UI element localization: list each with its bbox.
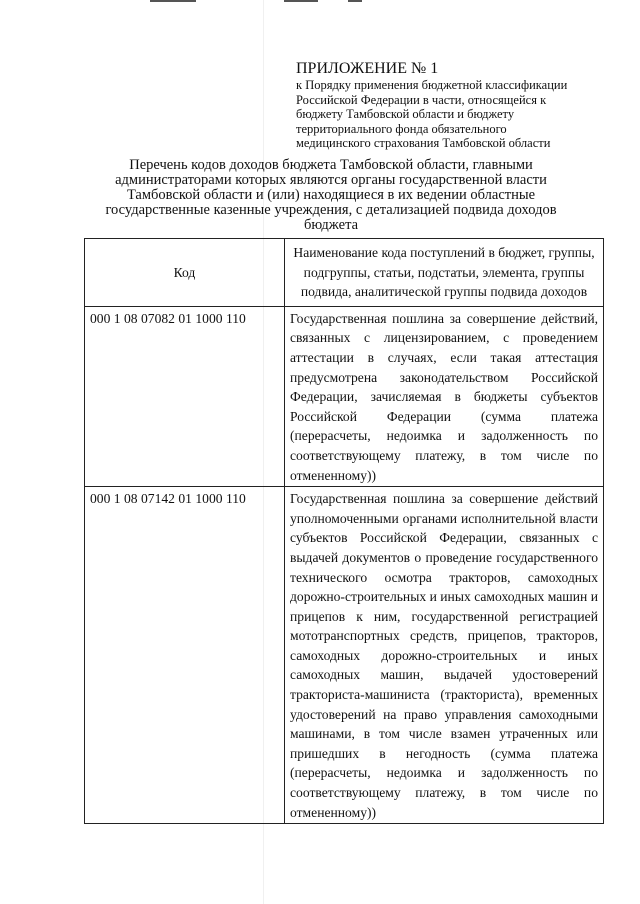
- heading-line: Тамбовской области и (или) находящиеся в их ведении областные: [126, 187, 536, 203]
- column-header-name: Наименование кода поступлений в бюджет, группы, подгруппы, статьи, подстатьи, элемента, группы подвида, аналитической группы подвида доходов: [285, 239, 604, 307]
- income-codes-table: [84, 238, 604, 824]
- appendix-line: территориального фонда обязательного: [296, 121, 507, 136]
- appendix-line: к Порядку применения бюджетной классификации: [296, 78, 568, 92]
- heading-line: администраторами которых являются органы государственной власти: [115, 172, 547, 188]
- scan-edge-mark: [284, 0, 318, 8]
- appendix-line: медицинского страхования Тамбовской области: [296, 136, 551, 150]
- heading-line: бюджета: [303, 217, 359, 233]
- appendix-line: бюджету Тамбовской области и бюджету: [296, 107, 515, 121]
- appendix-block: [296, 60, 596, 151]
- document-heading: [96, 158, 566, 233]
- scan-edge-mark: [348, 0, 362, 8]
- table-header-row: [85, 239, 604, 307]
- heading-line: государственные казенные учреждения, с детализацией подвида доходов: [105, 202, 557, 218]
- heading-line: Перечень кодов доходов бюджета Тамбовской области, главными: [129, 157, 533, 173]
- income-name-cell: Государственная пошлина за совершение действий, связанных с лицензированием, с проведением аттестации в случаях, если такая аттестация предусмотрена законодательством Российской Федерации, зачисляемая в бюджеты субъектов Российской Федерации (сумма платежа (перерасчеты, недоимка и задолженность по соответствующему платежу, в том числе по отмененному)): [285, 306, 604, 486]
- scan-edge-mark: [150, 0, 196, 8]
- income-code-cell: 000 1 08 07082 01 1000 110: [85, 306, 285, 486]
- table-row: [85, 306, 604, 486]
- table-row: [85, 487, 604, 824]
- income-name-cell: Государственная пошлина за совершение действий уполномоченными органами исполнительной власти субъектов Российской Федерации, связанных с выдачей документов о проведение государственного технического осмотра тракторов, самоходных дорожно-строительных и иных самоходных машин и прицепов к ним, государственной регистрацией мототранспортных средств, прицепов, тракторов, самоходных дорожно-строительных и иных самоходных машин, выдачей удостоверений тракториста-машиниста (тракториста), временных удостоверений на право управления самоходными машинами, в том числе взамен утраченных или пришедших в негодность (сумма платежа (перерасчеты, недоимка и задолженность по соответствующему платежу, в том числе по отмененному)): [285, 487, 604, 824]
- column-header-code: Код: [85, 239, 285, 307]
- appendix-line: Российской Федерации в части, относящейся к: [296, 92, 547, 107]
- appendix-title: ПРИЛОЖЕНИЕ № 1: [296, 60, 439, 77]
- income-code-cell: 000 1 08 07142 01 1000 110: [85, 487, 285, 824]
